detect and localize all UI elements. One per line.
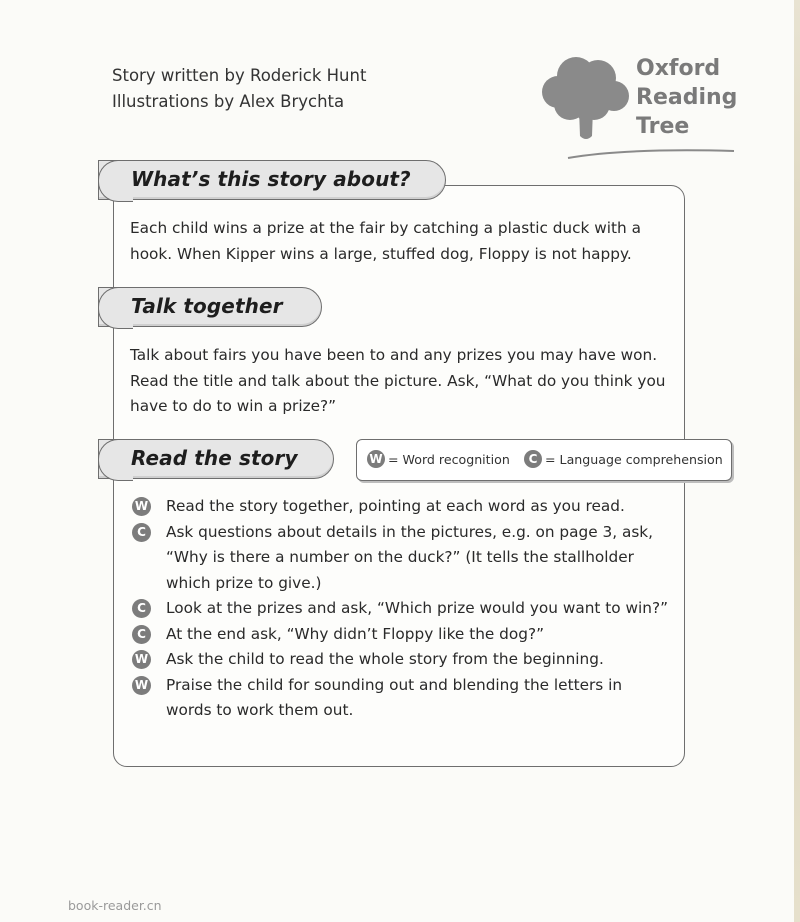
illustration-credit: Illustrations by Alex Brychta <box>112 92 345 111</box>
badge-key <box>356 439 732 481</box>
list-item-text: Read the story together, pointing at each word as you read. <box>166 497 625 515</box>
logo-line-oxford: Oxford <box>636 56 721 81</box>
w-badge-icon: W <box>132 676 151 695</box>
list-item <box>130 622 670 648</box>
key-word-recognition <box>367 450 510 468</box>
oxford-reading-tree-logo <box>536 54 736 166</box>
list-item <box>130 673 670 724</box>
heading-talk-text: Talk together <box>131 294 283 318</box>
key-language-comprehension <box>524 450 723 468</box>
key-w-label: = Word recognition <box>388 451 510 467</box>
w-badge-icon: W <box>367 450 385 468</box>
section-heading-about <box>98 160 446 200</box>
c-badge-icon: C <box>132 599 151 618</box>
talk-paragraph: Talk about fairs you have been to and any prizes you may have won. Read the title and talk about the picture. Ask, “What do you think you have to do to win a prize?” <box>130 346 666 415</box>
logo-line-reading: Reading <box>636 85 738 110</box>
w-badge-icon: W <box>132 497 151 516</box>
logo-line-tree: Tree <box>636 114 690 139</box>
heading-cap <box>98 287 133 329</box>
list-item-text: Praise the child for sounding out and blending the letters in words to work them out. <box>166 675 623 719</box>
heading-read-text: Read the story <box>131 446 298 470</box>
list-item-text: At the end ask, “Why didn’t Floppy like the dog?” <box>166 624 544 643</box>
heading-cap <box>98 439 133 481</box>
read-steps-list <box>130 494 670 724</box>
swoosh-icon <box>566 146 736 162</box>
section-heading-talk <box>98 287 322 327</box>
credits <box>112 63 366 115</box>
about-paragraph: Each child wins a prize at the fair by catching a plastic duck with a hook. When Kipper wins a large, stuffed dog, Floppy is not happy. <box>130 219 641 263</box>
w-badge-icon: W <box>132 650 151 669</box>
logo-wordmark <box>636 54 737 141</box>
heading-cap <box>98 160 133 202</box>
heading-about-text: What’s this story about? <box>131 167 411 191</box>
watermark: book-reader.cn <box>68 898 162 913</box>
list-item-text: Look at the prizes and ask, “Which prize would you want to win?” <box>166 599 669 617</box>
tree-icon <box>536 54 636 154</box>
key-c-label: = Language comprehension <box>545 451 723 467</box>
page-edge <box>794 0 800 922</box>
story-credit: Story written by Roderick Hunt <box>112 66 367 85</box>
c-badge-icon: C <box>132 523 151 542</box>
list-item <box>130 494 670 520</box>
list-item-text: Ask questions about details in the pictures, e.g. on page 3, ask, “Why is there a number on the duck?” (It tells the stallholder which prize to give.) <box>166 522 654 592</box>
list-item <box>130 647 670 673</box>
section-heading-read <box>98 439 334 479</box>
c-badge-icon: C <box>524 450 542 468</box>
c-badge-icon: C <box>132 625 151 644</box>
list-item <box>130 520 670 597</box>
list-item <box>130 596 670 622</box>
list-item-text: Ask the child to read the whole story from the beginning. <box>166 650 604 668</box>
